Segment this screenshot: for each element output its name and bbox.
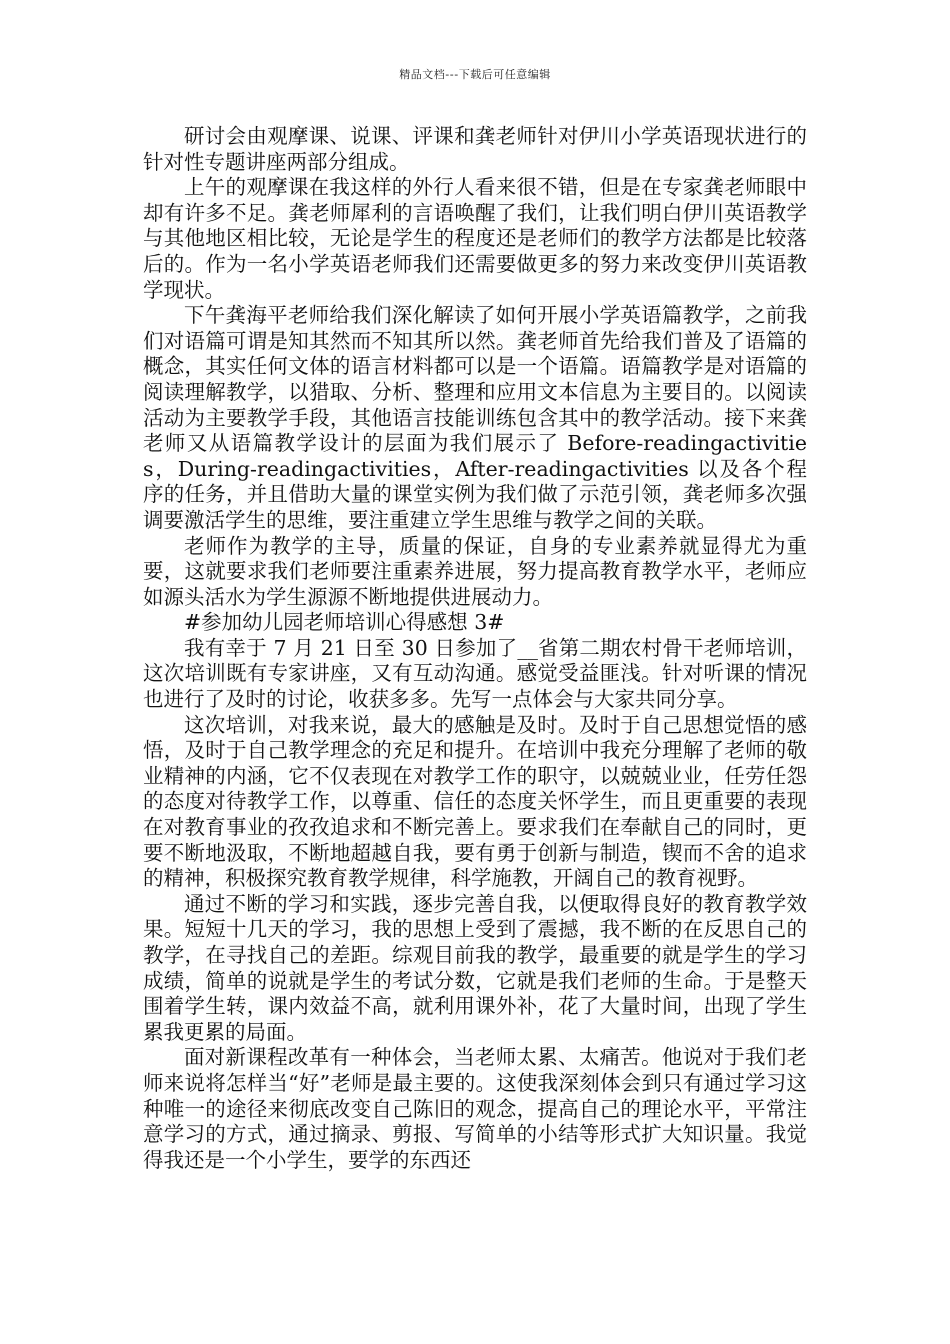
paragraph: 面对新课程改革有一种体会，当老师太累、太痛苦。他说对于我们老师来说将怎样当“好”老师是最主要的。这使我深刻体会到只有通过学习这种唯一的途径来彻底改变自己陈旧的观念，提高自己的理论水平，平常注意学习的方式，通过摘录、剪报、写简单的小结等形式扩大知识量。我觉得我还是一个小学生，要学的东西还	[143, 1045, 807, 1172]
paragraph: 上午的观摩课在我这样的外行人看来很不错，但是在专家龚老师眼中却有许多不足。龚老师犀利的言语唤醒了我们，让我们明白伊川英语教学与其他地区相比较，无论是学生的程度还是老师们的教学方法都是比较落后的。作为一名小学英语老师我们还需要做更多的努力来改变伊川英语教学现状。	[143, 175, 807, 302]
section-heading: #参加幼儿园老师培训心得感想 3#	[184, 610, 505, 635]
document-body	[143, 124, 807, 1173]
paragraph: 老师作为教学的主导，质量的保证，自身的专业素养就显得尤为重要，这就要求我们老师要注重素养进展，努力提高教育教学水平，老师应如源头活水为学生源源不断地提供进展动力。	[143, 533, 807, 609]
paragraph: 我有幸于 7 月 21 日至 30 日参加了__省第二期农村骨干老师培训，这次培训既有专家讲座，又有互动沟通。感觉受益匪浅。针对听课的情况也进行了及时的讨论，收获多多。先写一点体会与大家共同分享。	[143, 635, 807, 712]
paragraph: 通过不断的学习和实践，逐步完善自我，以便取得良好的教育教学效果。短短十几天的学习，我的思想上受到了震撼，我不断的在反思自己的教学，在寻找自己的差距。综观目前我的教学，最重要的就是学生的学习成绩，简单的说就是学生的考试分数，它就是我们老师的生命。于是整天围着学生转，课内效益不高，就利用课外补，花了大量时间，出现了学生累我更累的局面。	[143, 891, 807, 1044]
page-header: 精品文档---下载后可任意编辑	[399, 68, 551, 81]
paragraph: 这次培训，对我来说，最大的感触是及时。及时于自己思想觉悟的感悟，及时于自己教学理念的充足和提升。在培训中我充分理解了老师的敬业精神的内涵，它不仅表现在对教学工作的职守，以兢兢业业，任劳任怨的态度对待教学工作，以尊重、信任的态度关怀学生，而且更重要的表现在对教育事业的孜孜追求和不断完善上。要求我们在奉献自己的同时，更要不断地汲取，不断地超越自我，要有勇于创新与制造，锲而不舍的追求的精神，积极探究教育教学规律，科学施教，开阔自己的教育视野。	[143, 712, 807, 891]
paragraph: 研讨会由观摩课、说课、评课和龚老师针对伊川小学英语现状进行的针对性专题讲座两部分组成。	[143, 124, 807, 174]
paragraph: 下午龚海平老师给我们深化解读了如何开展小学英语篇教学，之前我们对语篇可谓是知其然而不知其所以然。龚老师首先给我们普及了语篇的概念，其实任何文体的语言材料都可以是一个语篇。语篇教学是对语篇的阅读理解教学，以猎取、分析、整理和应用文本信息为主要目的。以阅读活动为主要教学手段，其他语言技能训练包含其中的教学活动。接下来龚老师又从语篇教学设计的层面为我们展示了 Before-readingactivities，During-readingactivities，After-readingactivities 以及各个程序的任务，并且借助大量的课堂实例为我们做了示范引领，龚老师多次强调要激活学生的思维，要注重建立学生思维与教学之间的关联。	[143, 303, 807, 532]
